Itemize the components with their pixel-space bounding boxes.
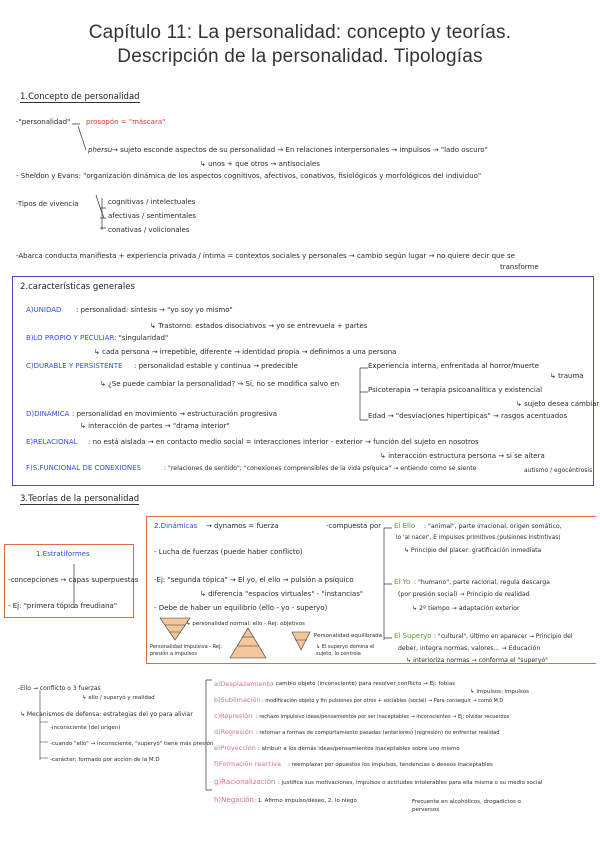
- mech-negacion-text: : 1. Afirmo impulso/deseo, 2. lo niego: [254, 798, 357, 804]
- durable-opt2: Psicoterapia → terapia psicoanalítica y existencial: [368, 386, 543, 394]
- dinamica-text: : personalidad en movimiento → estructuración progresiva: [72, 410, 278, 418]
- tipo-cognitivas: cognitivas / intelectuales: [108, 198, 196, 206]
- mech-sublimacion-label: b)Sublimación: [214, 696, 261, 704]
- mech-represion-label: c)Represión: [214, 712, 253, 720]
- propio-text: : "singularidad": [114, 334, 169, 342]
- unidad-text: : personalidad: síntesis → "yo soy yo mismo": [76, 306, 233, 314]
- superyo-text: : "cultural", último en aparecer → Principio del: [434, 633, 573, 640]
- tipo-conativas: conativas / volicionales: [108, 226, 190, 234]
- durable-opt3: Edad → "desviaciones hipertípicas" → rasgos acentuados: [368, 412, 568, 420]
- equilibrio-text: - Debe de haber un equilibrio (ello - yo - superyo): [154, 604, 328, 612]
- ej-segunda-topica: -Ej: "segunda tópica" → El yo, el ello → pulsión a psíquico: [154, 576, 354, 584]
- abarca-text: -Abarca conducta manifiesta + experiencia privada / íntima = contextos sociales y personales → cambio según lugar → no quiere decir que se: [16, 252, 515, 260]
- mech-represion-text: : rechazo impulsivo ideas/pensamientos por ser inaceptables → inconscientes → Ej: olvidar recuerdos: [256, 714, 510, 720]
- estratiformes-ejemplo: - Ej: "primera tópica freudiana": [8, 602, 118, 610]
- yo-text: : "humano", parte racional, regula descarga: [414, 579, 550, 586]
- superyo-label: El Superyo: [394, 632, 432, 640]
- yo-text2: (por presión social) → Principio de realidad: [398, 591, 530, 598]
- mech-desplazamiento-text: : cambio objeto (inconsciente) para resolver conflicto → Ej: fobias: [272, 681, 456, 687]
- dinamicas-text: → dynamos = fuerza: [206, 522, 279, 530]
- mecanismo-nota-2: -cuando "ello" → inconsciente, "superyó" tiene más presión: [50, 741, 214, 747]
- triangle-superyo-label: ↳ El superyo domina el sujeto, lo controla: [316, 644, 375, 657]
- durable-opt2-sub: ↳ sujeto desea cambiar: [516, 400, 600, 408]
- relacional-sub: ↳ interacción estructura persona → si se altera: [380, 452, 545, 460]
- durable-opt1-sub: ↳ trauma: [550, 372, 584, 380]
- section-3-heading: 3.Teorías de la personalidad: [20, 494, 140, 504]
- prosopon-term: prosopón = "máscara": [86, 118, 166, 126]
- ello-sub: ↳ Principio del placer: gratificación inmediata: [404, 547, 542, 554]
- mech-desplazamiento-right: ↳ Impulsos: impulsos: [470, 689, 530, 695]
- ello-text: : "animal", parte irracional, origen somático,: [424, 523, 562, 530]
- ello-label: El Ello: [394, 522, 416, 530]
- propio-label: B)LO PROPIO Y PECULIAR: [26, 334, 115, 342]
- unidad-sub: ↳ Trastorno: estados disociativos → yo se entrevuela + partes: [150, 322, 368, 330]
- propio-sub: ↳ cada persona → irrepetible, diferente → identidad propia → definimos a una persona: [94, 348, 397, 356]
- mech-racionalizacion-label: g)Racionalización: [214, 778, 276, 786]
- dinamica-sub: ↳ interacción de partes → "drama interior": [80, 422, 230, 430]
- section-2-heading: 2.características generales: [20, 282, 135, 292]
- mech-negacion-right: Frecuente en alcohólicos, drogadictos o perversos: [412, 799, 521, 813]
- ej-segunda-sub: ↳ diferencia "espacios virtuales" - "instancias": [200, 590, 364, 598]
- durable-label: C)DURABLE Y PERSISTENTE: [26, 362, 123, 370]
- funcional-text: : "relaciones de sentido"; "conexiones comprensibles de la vida psíquica" → entiendo como se siente: [164, 465, 477, 472]
- superyo-text2: deber, integra normas, valores... → Educación: [398, 645, 541, 652]
- mech-proyeccion-text: : atribuir a los demás ideas/pensamientos inaceptables sobre uno mismo: [258, 746, 460, 752]
- durable-opt1: Experiencia interna, enfrentada al horror/muerte: [368, 362, 539, 370]
- page-title-line2: Descripción de la personalidad. Tipologías: [117, 46, 483, 67]
- phersu-term: phersu: [88, 146, 113, 154]
- tipo-afectivas: afectivas / sentimentales: [108, 212, 197, 220]
- durable-text: : personalidad estable y continua → predecible: [134, 362, 298, 370]
- mech-formacion-text: : reemplazar por opuestos los impulsos, tendencias o deseos inaceptables: [288, 762, 493, 768]
- mech-formacion-label: f)Formación reactiva: [214, 760, 281, 768]
- mecanismo-nota-3: -carácter: formado por acción de la M.D: [50, 757, 160, 763]
- triangle-equilibrada-label: Personalidad equilibrada: [314, 633, 382, 639]
- mecanismo-nota-1: -inconsciente (del origen): [50, 725, 121, 731]
- compuesta-por: -compuesta por: [326, 522, 382, 530]
- dinamica-label: D)DINÁMICA: [26, 410, 70, 418]
- yo-label: El Yo: [394, 578, 411, 586]
- estratiformes-heading: 1.Estratiformes: [36, 550, 90, 558]
- durable-sub: ↳ ¿Se puede cambiar la personalidad? → Sí, no se modifica salvo en: [100, 380, 340, 388]
- mech-regresion-label: d)Regresión: [214, 728, 253, 736]
- transforme-text: transforme: [500, 263, 539, 271]
- relacional-label: E)RELACIONAL: [26, 438, 78, 446]
- triangle-normal-label: ↳ personalidad normal: ello - Rej: objetivos: [186, 621, 305, 627]
- mech-negacion-label: h)Negación: [214, 796, 254, 804]
- phersu-text: → sujeto esconde aspectos de su personalidad → En relaciones interpersonales → impulsos → "lado oscuro": [112, 146, 488, 154]
- lucha-fuerzas: - Lucha de fuerzas (puede haber conflicto): [154, 548, 303, 556]
- funcional-right: autismo / egocéntrosis: [524, 467, 593, 474]
- ello-conflicto: -Ello → conflicto o 3 fuerzas: [18, 685, 101, 692]
- unidad-label: A)UNIDAD: [26, 306, 62, 314]
- yo-sub: ↳ 2º tiempo → adaptación exterior: [412, 605, 520, 612]
- ello-conflicto-sub: ↳ ello / superyó y realidad: [82, 695, 155, 701]
- dinamicas-heading: 2.Dinámicas: [154, 522, 198, 530]
- ello-text2: lo 'al nacer', E impulsos primitivos (pulsiones instintivas): [396, 535, 561, 541]
- phersu-sub: ↳ unos + que otros → antisociales: [200, 160, 320, 168]
- mech-regresion-text: : retornar a formas de comportamiento pasadas (anteriores) (regresión) no enfrentar realidad: [256, 730, 500, 736]
- sheldon-definition: - Sheldon y Evans: "organización dinámica de los aspectos cognitivos, afectivos, conativos, fisiológicos y morfológicos del individuo": [16, 172, 482, 180]
- mecanismos-defensa: ↳ Mecanismos de defensa: estrategias del yo para aliviar: [20, 711, 193, 718]
- mech-proyeccion-label: e)Proyección: [214, 744, 256, 752]
- page-title-line1: Capítulo 11: La personalidad: concepto y teorías.: [88, 22, 512, 43]
- estratiformes-concepciones: -concepciones → capas superpuestas: [8, 576, 139, 584]
- mech-desplazamiento-label: a)Desplazamiento: [214, 680, 274, 688]
- personalidad-term: -"personalidad": [16, 118, 71, 126]
- mech-racionalizacion-text: : justifica sus motivaciones, impulsos o actitudes intolerables para ella misma o su medio social: [278, 780, 543, 786]
- funcional-label: F)S.FUNCIONAL DE CONEXIONES: [26, 464, 141, 472]
- tipos-vivencia: -Tipos de vivencia: [16, 200, 79, 208]
- superyo-sub: ↳ interioriza normas → conforma el "superyó": [406, 657, 548, 664]
- section-1-heading: 1.Concepto de personalidad: [20, 92, 140, 102]
- triangle-impulsiva-label: Personalidad impulsiva - Rej: presión a impulsos: [150, 644, 223, 657]
- mech-sublimacion-text: : modificación objeto y fin pulsiones por otros + sociables (social) → Para conseguir → como M.D: [262, 698, 504, 704]
- relacional-text: : no está aislada → en contacto medio social = interacciones interior - exterior → función del sujeto en nosotros: [88, 438, 479, 446]
